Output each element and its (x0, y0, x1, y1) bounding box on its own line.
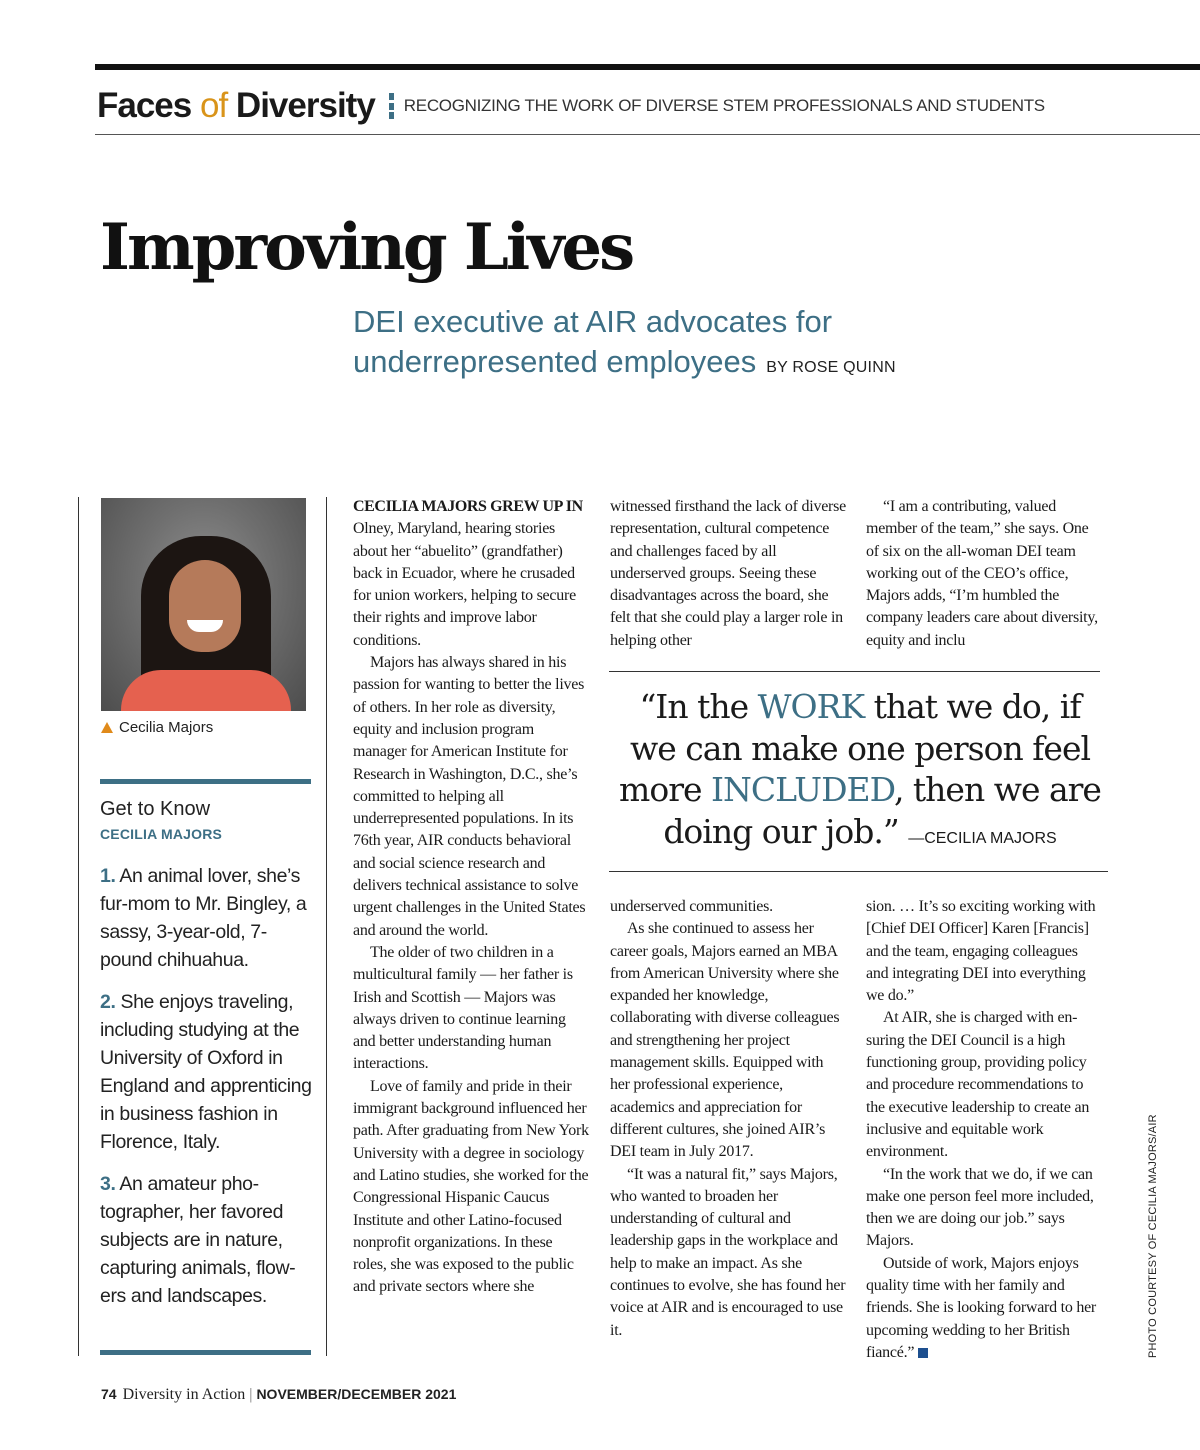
top-rule (95, 64, 1200, 70)
section-name-word1: Faces (97, 86, 192, 125)
photo-credit: PHOTO COURTESY OF CECILIA MAJORS/AIR (1147, 1114, 1159, 1358)
photo-caption (101, 719, 213, 736)
body-column-2-top (610, 496, 846, 652)
fact-text: An animal lover, she’s fur-mom to Mr. Bingley, a sassy, 3-year-old, 7-pound chihuahua. (100, 865, 307, 971)
body-column-3-bottom (866, 896, 1102, 1364)
portrait-photo (101, 498, 306, 711)
caption-text: Cecilia Majors (119, 719, 214, 736)
column-divider-sidebar (326, 497, 327, 1356)
pullquote-text: that we do, if we can make one person feel more (619, 687, 1091, 809)
paragraph: sion. … It’s so exciting working with [Chief DEI Officer] Karen [Francis] and the team, engaging colleagues and integrating DEI into everything we do.” (866, 898, 1096, 1005)
section-header (97, 84, 1045, 128)
lead-in: CECILIA MAJORS GREW UP IN (353, 498, 583, 515)
sidebar-title: Get to Know (100, 798, 211, 820)
pullquote-text: , then we are doing our job.” (663, 770, 1101, 851)
pullquote-top-rule (609, 671, 1100, 672)
deck-line1: DEI executive at AIR advocates for (353, 304, 833, 339)
pullquote-highlight: WORK (757, 687, 865, 726)
sidebar-name: CECILIA MAJORS (100, 826, 223, 842)
fact-item (100, 1170, 314, 1310)
fact-text: An amateur photographer, her favored subjects are in nature, capturing animals, flowers and landscapes. (100, 1173, 296, 1307)
paragraph: At AIR, she is charged with ensuring the DEI Council is a high functioning group, providing policy and procedure recommendations to the executive leadership to create an inclusive and equitable work environment. (866, 1009, 1090, 1161)
fact-item (100, 988, 314, 1156)
body-column-2-bottom (610, 896, 846, 1342)
section-name-word3: Diversity (235, 86, 375, 125)
pullquote-text: “In the (639, 687, 758, 726)
sidebar-facts (100, 862, 314, 1324)
triangle-icon (101, 722, 113, 733)
paragraph: “I am a contributing, valued member of the team,” she says. One of six on the all-woman DEI team working out of the CEO’s office, Majors adds, “I’m humbled the company leaders care about diversity, equity and inclu (866, 498, 1098, 649)
paragraph: underserved communities. (610, 898, 773, 915)
header-divider-icon (389, 93, 394, 119)
issue-date: NOVEMBER/DECEMBER 2021 (256, 1386, 457, 1402)
page-footer (101, 1386, 456, 1404)
paragraph: The older of two children in a multicultural family — her father is Irish and Scottish — Majors was always driven to continue learning and better understanding human interactions. (353, 943, 573, 1073)
paragraph: Outside of work, Majors enjoys quality time with her family and friends. She is looking forward to her upcoming wedding to her British fiancé.” (866, 1254, 1097, 1361)
body-column-1 (353, 496, 589, 1299)
byline: BY ROSE QUINN (766, 359, 896, 376)
sidebar-bottom-rule (100, 1350, 311, 1355)
fact-item (100, 862, 314, 974)
paragraph: “In the work that we do, if we can make one person feel more included, then we are doing our job.” says Majors. (866, 1165, 1094, 1250)
section-name-word2: of (199, 86, 228, 125)
body-column-3-top (866, 496, 1102, 652)
pullquote-highlight: INCLUDED (711, 770, 894, 809)
publication-name: Diversity in Action (122, 1386, 246, 1403)
paragraph: As she continued to assess her career goals, Majors earned an MBA from American University where she expanded her knowledge, collaborating with diverse colleagues and strengthening her project management skills. Equipped with her professional experience, academics and appreciation for different cultures, she joined AIR’s DEI team in July 2017. (610, 920, 840, 1161)
paragraph: Olney, Maryland, hearing stories about her “abuelito” (grandfather) back in Ecuador, where he crusaded for union workers, helping to secure their rights and improve labor conditions. (353, 520, 576, 649)
sidebar-top-rule (100, 779, 311, 784)
pull-quote (612, 686, 1108, 859)
paragraph: Majors has always shared in his passion for wanting to better the lives of others. In her role as diversity, equity and inclusion program manager for American Institute for Research in Washington, D.C., she’s committed to helping all underrepresented populations. In its 76th year, AIR conducts behavioral and social science research and delivers technical assistance to solve urgent challenges in the United States and around the world. (353, 654, 586, 939)
footer-separator: | (249, 1386, 253, 1403)
fact-number: 3. (100, 1173, 116, 1195)
paragraph: Love of family and pride in their immigrant background influenced her path. After graduating from New York University with a degree in sociology and Latino studies, she worked for the Congressional Hispanic Caucus Institute and other Latino-focused nonprofit organizations. In these roles, she was exposed to the public and private sectors where she (353, 1077, 589, 1296)
fact-text: She enjoys traveling, including studying at the University of Oxford in England and apprenticing in business fashion in Florence, Italy. (100, 991, 312, 1153)
column-divider-left (78, 497, 79, 1356)
headline: Improving Lives (100, 210, 633, 285)
fact-number: 1. (100, 865, 116, 887)
pullquote-bottom-rule (609, 871, 1108, 872)
paragraph: witnessed firsthand the lack of diverse representation, cultural competence and challenges faced by all underserved groups. Seeing these disadvantages across the board, she felt that she could play a larger role in helping other (610, 498, 846, 649)
page-number: 74 (101, 1386, 117, 1402)
fact-number: 2. (100, 991, 116, 1013)
end-mark-icon (918, 1348, 928, 1358)
deck-line2: underrepresented employees (353, 344, 757, 379)
section-name (97, 86, 375, 126)
header-tagline: RECOGNIZING THE WORK OF DIVERSE STEM PROFESSIONALS AND STUDENTS (403, 96, 1045, 115)
deck (353, 302, 1053, 388)
paragraph: “It was a natural fit,” says Majors, who wanted to broaden her understanding of cultural and leadership gaps in the workplace and help to make an impact. As she continues to evolve, she has found her voice at AIR and is encouraged to use it. (610, 1165, 846, 1339)
header-rule (95, 134, 1200, 135)
pullquote-attribution: —CECILIA MAJORS (908, 829, 1057, 847)
